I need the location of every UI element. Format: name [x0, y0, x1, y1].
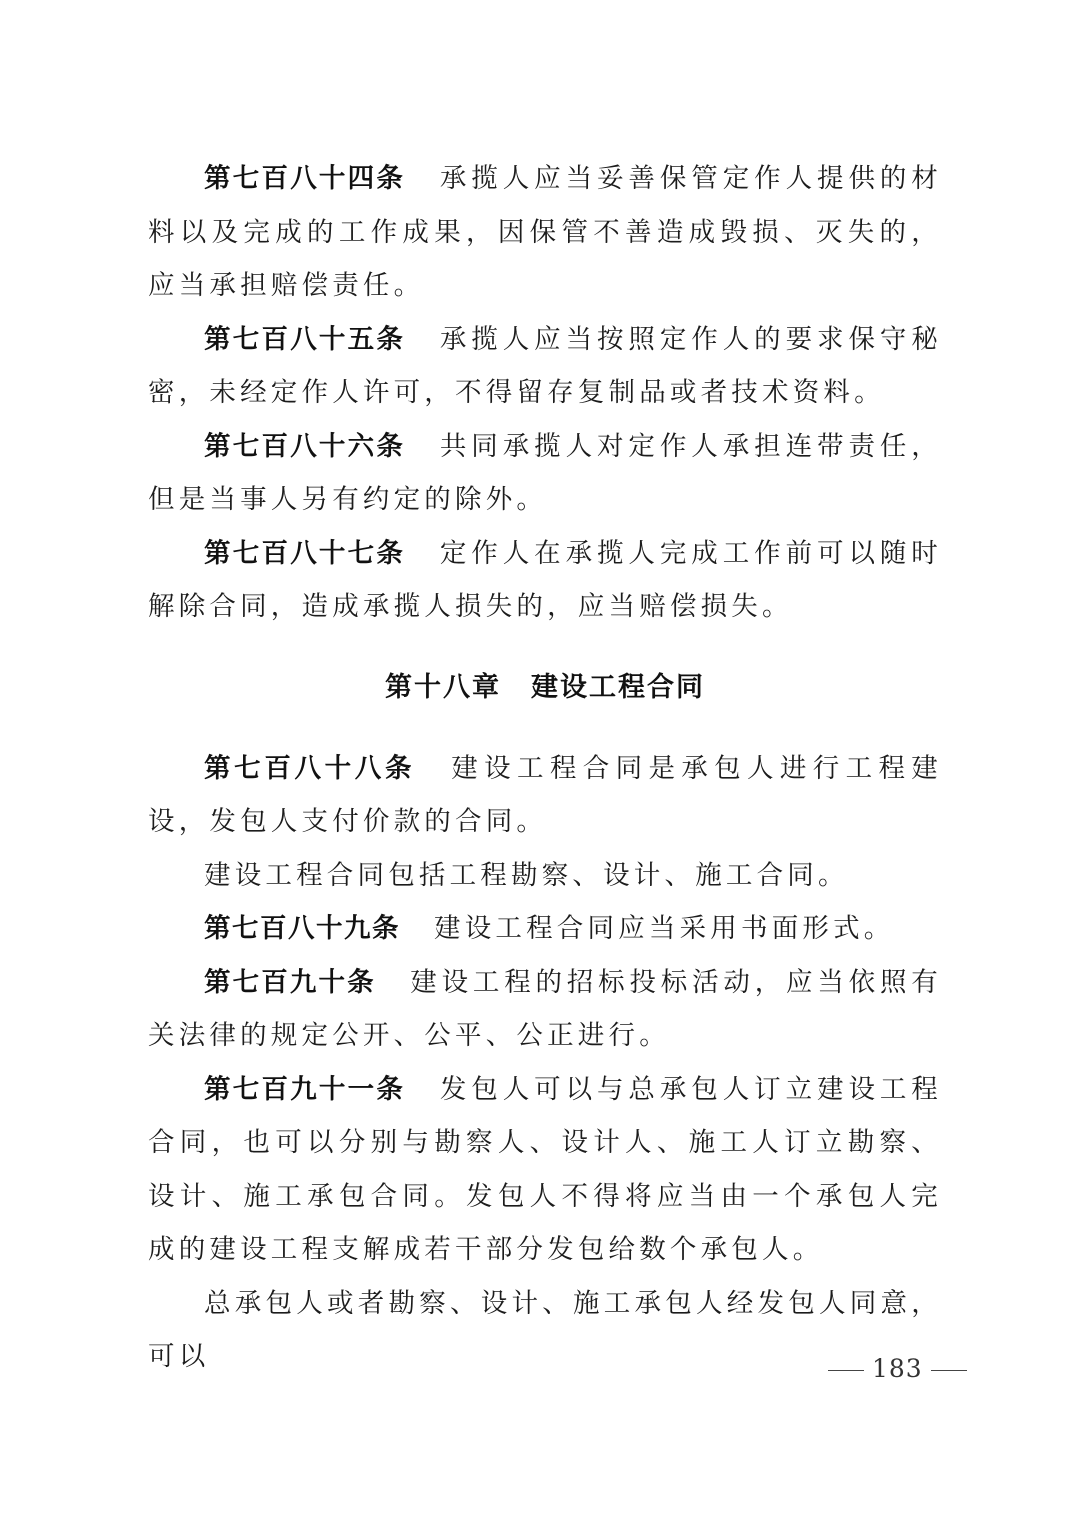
- article-784: [148, 152, 942, 313]
- chapter-title: 建设工程合同: [531, 671, 705, 703]
- article-789: [148, 902, 942, 956]
- chapter-number: 第十八章: [385, 671, 501, 703]
- article-text: 定作人在承揽人完成工作前可以随时解除合同，造成承揽人损失的，应当赔偿损失。: [148, 537, 943, 622]
- page-number: 183: [872, 1354, 923, 1383]
- article-787: [148, 527, 942, 634]
- article-791: [148, 1063, 942, 1277]
- article-text: 总承包人或者勘察、设计、施工承包人经发包人同意，可以: [148, 1287, 942, 1372]
- article-number: 第七百九十一条: [204, 1073, 406, 1105]
- article-text: 共同承揽人对定作人承担连带责任，但是当事人另有约定的除外。: [148, 430, 943, 515]
- article-text: 发包人可以与总承包人订立建设工程合同，也可以分别与勘察人、设计人、施工人订立勘察、设计、施工承包合同。发包人不得将应当由一个承包人完成的建设工程支解成若干部分发包给数个承包人。: [148, 1073, 943, 1265]
- footer-dash-right: [931, 1370, 967, 1371]
- page-footer: [820, 1352, 975, 1386]
- page-content: [148, 152, 942, 1384]
- article-790: [148, 956, 942, 1063]
- article-text: 建设工程合同应当采用书面形式。: [434, 913, 895, 944]
- footer-dash-left: [828, 1370, 864, 1371]
- article-number: 第七百八十六条: [204, 430, 406, 462]
- article-number: 第七百八十八条: [204, 752, 416, 784]
- article-text: 承揽人应当妥善保管定作人提供的材料以及完成的工作成果，因保管不善造成毁损、灭失的，应当承担赔偿责任。: [148, 163, 943, 301]
- article-number: 第七百八十九条: [204, 913, 400, 944]
- article-number: 第七百九十条: [204, 966, 376, 998]
- article-788-clause-2: [148, 849, 942, 903]
- article-786: [148, 420, 942, 527]
- article-text: 建设工程合同是承包人进行工程建设，发包人支付价款的合同。: [148, 752, 943, 837]
- article-785: [148, 313, 942, 420]
- article-text: 建设工程合同包括工程勘察、设计、施工合同。: [204, 859, 849, 891]
- article-number: 第七百八十五条: [204, 323, 406, 355]
- article-788: [148, 742, 942, 849]
- article-text: 建设工程的招标投标活动，应当依照有关法律的规定公开、公平、公正进行。: [148, 966, 943, 1051]
- chapter-heading: [148, 660, 942, 716]
- article-number: 第七百八十四条: [204, 163, 406, 194]
- article-text: 承揽人应当按照定作人的要求保守秘密，未经定作人许可，不得留存复制品或者技术资料。: [148, 323, 943, 408]
- article-number: 第七百八十七条: [204, 537, 406, 569]
